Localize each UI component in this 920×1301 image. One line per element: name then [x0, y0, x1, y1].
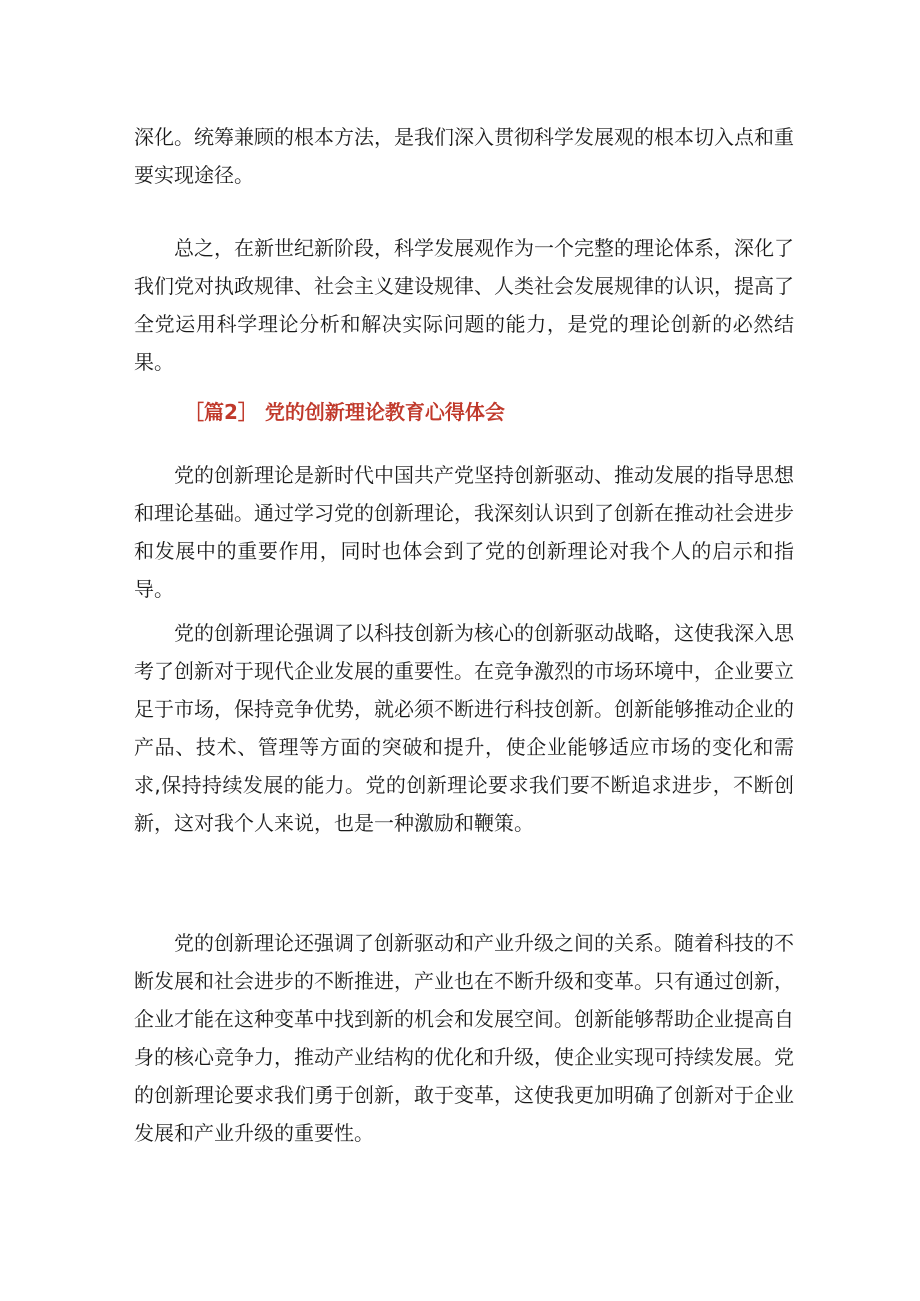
paragraph-continuation: 深化。统筹兼顾的根本方法，是我们深入贯彻科学发展观的根本切入点和重要实现途径。 [134, 125, 794, 187]
paragraph-tech-innovation: 党的创新理论强调了以科技创新为核心的创新驱动战略，这使我深入思考了创新对于现代企业发展的重要性。在竞争激烈的市场环境中，企业要立足于市场，保持竞争优势，就必须不断进行科技创新。创新能够推动企业的产品、技术、管理等方面的突破和提升，使企业能够适应市场的变化和需求,保持持续发展的能力。党的创新理论要求我们要不断追求进步，不断创新，这对我个人来说，也是一种激励和鞭策。 [134, 621, 794, 835]
paragraph-summary: 总之，在新世纪新阶段，科学发展观作为一个完整的理论体系，深化了我们党对执政规律、社会主义建设规律、人类社会发展规律的认识，提高了全党运用科学理论分析和解决实际问题的能力，是党的理论创新的必然结果。 [134, 236, 794, 374]
paragraph-industry-upgrade: 党的创新理论还强调了创新驱动和产业升级之间的关系。随着科技的不断发展和社会进步的不断推进，产业也在不断升级和变革。只有通过创新，企业才能在这种变革中找到新的机会和发展空间。创新能够帮助企业提高自身的核心竞争力，推动产业结构的优化和升级，使企业实现可持续发展。党的创新理论要求我们勇于创新，敢于变革，这使我更加明确了创新对于企业发展和产业升级的重要性。 [134, 931, 794, 1145]
section-heading: ［篇2］ 党的创新理论教育心得体会 [184, 400, 505, 424]
paragraph-intro: 党的创新理论是新时代中国共产党坚持创新驱动、推动发展的指导思想和理论基础。通过学习党的创新理论，我深刻认识到了创新在推动社会进步和发展中的重要作用，同时也体会到了党的创新理论对我个人的启示和指导。 [134, 463, 794, 601]
